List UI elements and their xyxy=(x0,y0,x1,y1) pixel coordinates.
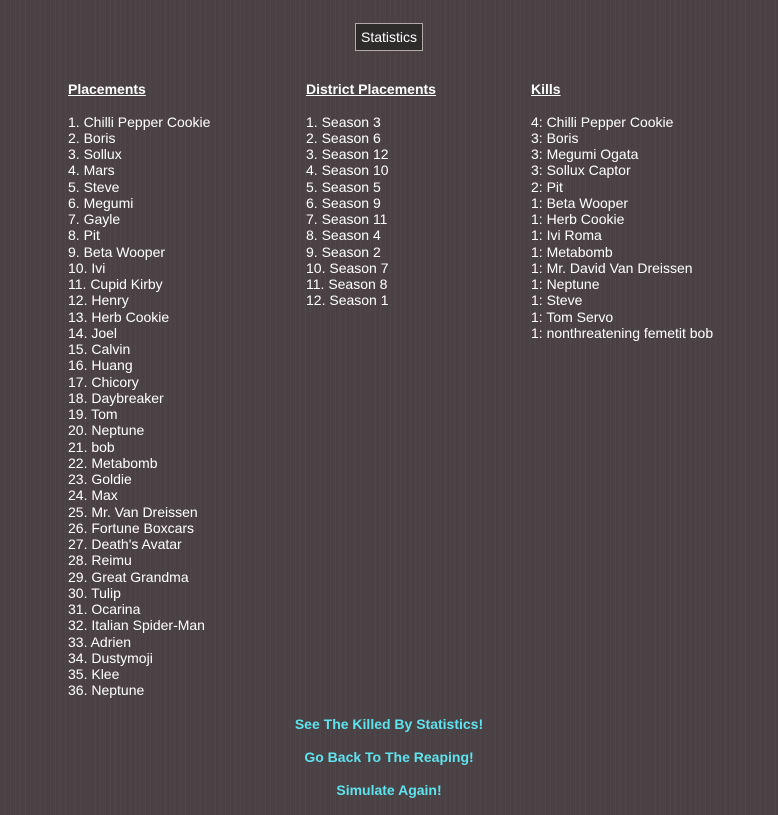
kill-item: 3: Boris xyxy=(531,129,579,146)
placement-item: 1. Chilli Pepper Cookie xyxy=(68,113,211,130)
placement-item: 8. Pit xyxy=(68,227,100,244)
simulate-again-link[interactable]: Simulate Again! xyxy=(336,782,442,798)
placement-item: 26. Fortune Boxcars xyxy=(68,519,195,536)
kill-item: 1: Steve xyxy=(531,292,583,309)
placement-item: 2. Boris xyxy=(68,129,116,146)
district-placement-item: 12. Season 1 xyxy=(306,292,389,309)
placement-item: 4. Mars xyxy=(68,162,115,179)
kill-item: 1: Mr. David Van Dreissen xyxy=(531,259,693,276)
killed-by-statistics-link[interactable]: See The Killed By Statistics! xyxy=(294,716,484,732)
district-placement-item: 5. Season 5 xyxy=(306,178,381,195)
kills-header: Kills xyxy=(531,81,561,97)
kill-item: 1: Neptune xyxy=(531,276,600,292)
placement-item: 19. Tom xyxy=(68,406,118,422)
kill-item: 3: Megumi Ogata xyxy=(531,146,639,162)
placement-item: 20. Neptune xyxy=(68,422,145,439)
placement-item: 15. Calvin xyxy=(68,341,131,357)
district-placement-item: 4. Season 10 xyxy=(306,162,389,179)
placement-item: 31. Ocarina xyxy=(68,601,141,617)
district-placements-list xyxy=(306,114,436,309)
placement-item: 9. Beta Wooper xyxy=(68,243,166,260)
district-placement-item: 1. Season 3 xyxy=(306,113,381,130)
placement-item: 23. Goldie xyxy=(68,471,132,487)
kill-item: 1: Herb Cookie xyxy=(531,211,625,227)
placement-item: 29. Great Grandma xyxy=(68,568,189,585)
kill-item: 1: Tom Servo xyxy=(531,308,614,325)
kill-item: 1: nonthreatening femetit bob xyxy=(531,324,714,341)
district-placements-column xyxy=(306,81,436,309)
placement-item: 3. Sollux xyxy=(68,146,122,162)
placement-item: 24. Max xyxy=(68,487,118,504)
kill-item: 4: Chilli Pepper Cookie xyxy=(531,113,674,130)
district-placement-item: 9. Season 2 xyxy=(306,243,381,260)
kill-item: 1: Beta Wooper xyxy=(531,194,629,211)
placement-item: 32. Italian Spider-Man xyxy=(68,617,205,634)
placement-item: 18. Daybreaker xyxy=(68,389,164,406)
placement-item: 33. Adrien xyxy=(68,633,132,650)
placement-item: 6. Megumi xyxy=(68,194,134,211)
placement-item: 21. bob xyxy=(68,438,115,455)
placement-item: 5. Steve xyxy=(68,178,120,195)
kill-item: 1: Ivi Roma xyxy=(531,227,602,244)
placement-item: 25. Mr. Van Dreissen xyxy=(68,503,198,520)
placement-item: 11. Cupid Kirby xyxy=(68,276,163,292)
placement-item: 30. Tulip xyxy=(68,584,121,601)
district-placement-item: 11. Season 8 xyxy=(306,276,388,292)
placement-item: 34. Dustymoji xyxy=(68,649,153,666)
placement-item: 7. Gayle xyxy=(68,211,121,227)
placement-item: 13. Herb Cookie xyxy=(68,308,170,325)
district-placement-item: 2. Season 6 xyxy=(306,129,381,146)
kill-item: 2: Pit xyxy=(531,178,563,195)
placement-item: 27. Death's Avatar xyxy=(68,536,182,552)
district-placements-header: District Placements xyxy=(306,81,436,97)
kill-item: 3: Sollux Captor xyxy=(531,162,631,179)
district-placement-item: 7. Season 11 xyxy=(306,211,388,227)
placements-header: Placements xyxy=(68,81,146,97)
kill-item: 1: Metabomb xyxy=(531,243,613,260)
district-placement-item: 10. Season 7 xyxy=(306,259,389,276)
placement-item: 12. Henry xyxy=(68,292,129,309)
kills-list xyxy=(531,114,713,342)
placement-item: 22. Metabomb xyxy=(68,454,158,471)
placement-item: 28. Reimu xyxy=(68,552,132,569)
district-placement-item: 6. Season 9 xyxy=(306,194,381,211)
district-placement-item: 8. Season 4 xyxy=(306,227,381,244)
placement-item: 14. Joel xyxy=(68,324,118,341)
placement-item: 35. Klee xyxy=(68,666,120,682)
placement-item: 16. Huang xyxy=(68,357,133,374)
placement-item: 36. Neptune xyxy=(68,682,145,699)
nav-links xyxy=(0,716,778,815)
district-placement-item: 3. Season 12 xyxy=(306,146,389,162)
placements-list xyxy=(68,114,210,699)
page-title: Statistics xyxy=(355,23,423,51)
placements-column xyxy=(68,81,210,699)
placement-item: 17. Chicory xyxy=(68,373,139,390)
placement-item: 10. Ivi xyxy=(68,259,106,276)
kills-column xyxy=(531,81,713,341)
back-to-reaping-link[interactable]: Go Back To The Reaping! xyxy=(304,749,474,765)
